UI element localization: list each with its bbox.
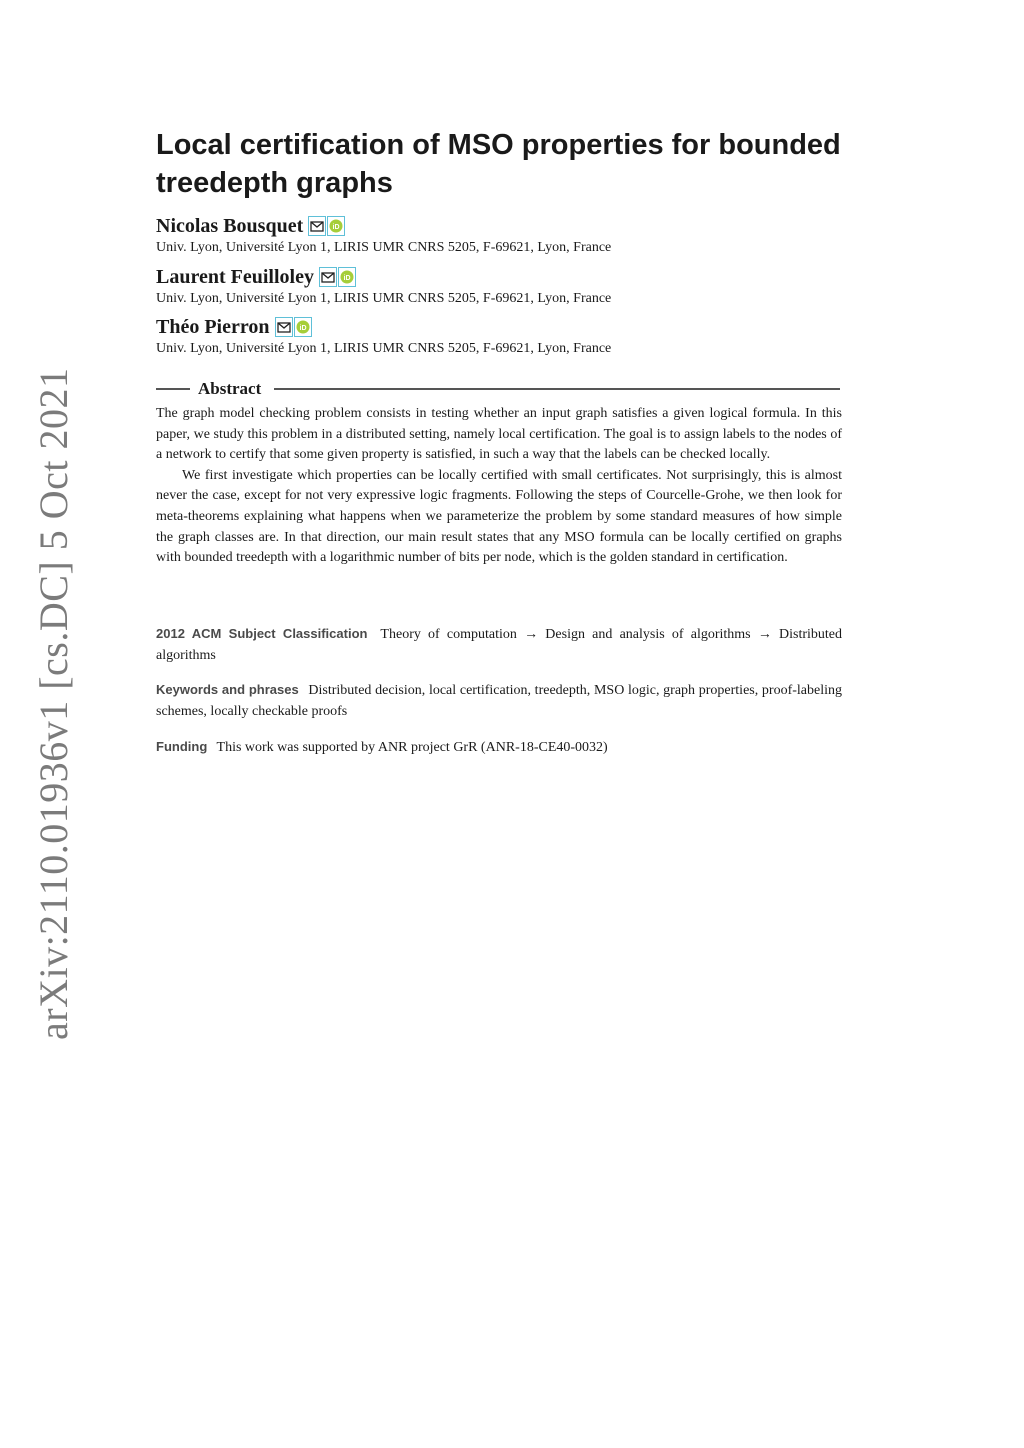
arxiv-identifier: arXiv:2110.01936v1 [cs.DC] 5 Oct 2021	[31, 367, 76, 1040]
funding-label: Funding	[156, 739, 208, 754]
abstract-body	[156, 404, 842, 569]
svg-text:iD: iD	[332, 224, 340, 231]
author-affiliation: Univ. Lyon, Université Lyon 1, LIRIS UMR CNRS 5205, F-69621, Lyon, France	[156, 291, 612, 306]
author-block	[156, 315, 611, 358]
rule-right	[274, 388, 840, 390]
author-name: Laurent Feuilloley	[156, 266, 314, 288]
author-affiliation: Univ. Lyon, Université Lyon 1, LIRIS UMR CNRS 5205, F-69621, Lyon, France	[156, 240, 612, 255]
email-icon[interactable]	[319, 267, 337, 287]
author-name: Théo Pierron	[156, 316, 270, 338]
author-affiliation: Univ. Lyon, Université Lyon 1, LIRIS UMR CNRS 5205, F-69621, Lyon, France	[156, 341, 612, 356]
keywords	[156, 680, 842, 722]
acm-classification	[156, 624, 842, 666]
funding	[156, 737, 842, 759]
abstract-paragraph: The graph model checking problem consists in testing whether an input graph satisfies a given logical formula. In this paper, we study this problem in a distributed setting, namely local certification. The goal is to assign labels to the nodes of a network to certify that some given property is satisfied, in such a way that the labels can be checked locally.	[156, 406, 842, 463]
svg-text:iD: iD	[299, 325, 307, 332]
acm-text: Theory of computation → Design and analysis of algorithms → Distributed algorithms	[156, 627, 843, 663]
orcid-icon[interactable]	[294, 317, 312, 337]
abstract-paragraph: We first investigate which properties can be locally certified with small certificates. Not surprisingly, this is almost never the case, except for not very expressive logic fragments. Following the steps of Courcelle-Grohe, we then look for meta-theorems explaining what happens when we parameterize the problem by some standard measures of how simple the graph classes are. In that direction, our main result states that any MSO formula can be locally certified on graphs with bounded treedepth with a logarithmic number of bits per node, which is the golden standard in certification.	[156, 467, 842, 566]
email-icon[interactable]	[308, 216, 326, 236]
funding-text: This work was supported by ANR project GrR (ANR-18-CE40-0032)	[216, 740, 608, 755]
abstract-header	[156, 379, 840, 399]
keywords-label: Keywords and phrases	[156, 682, 299, 697]
keywords-text: Distributed decision, local certification, treedepth, MSO logic, graph properties, proof-labeling schemes, locally checkable proofs	[156, 683, 843, 719]
orcid-icon[interactable]	[338, 267, 356, 287]
author-name: Nicolas Bousquet	[156, 215, 304, 237]
email-icon[interactable]	[275, 317, 293, 337]
acm-label: 2012 ACM Subject Classification	[156, 626, 368, 641]
orcid-icon[interactable]	[327, 216, 345, 236]
svg-text:iD: iD	[343, 275, 351, 282]
paper-title: Local certification of MSO properties for bounded treedepth graphs	[156, 129, 841, 199]
author-block	[156, 214, 611, 257]
author-block	[156, 265, 611, 308]
rule-left	[156, 388, 190, 390]
abstract-heading: Abstract	[198, 379, 262, 398]
